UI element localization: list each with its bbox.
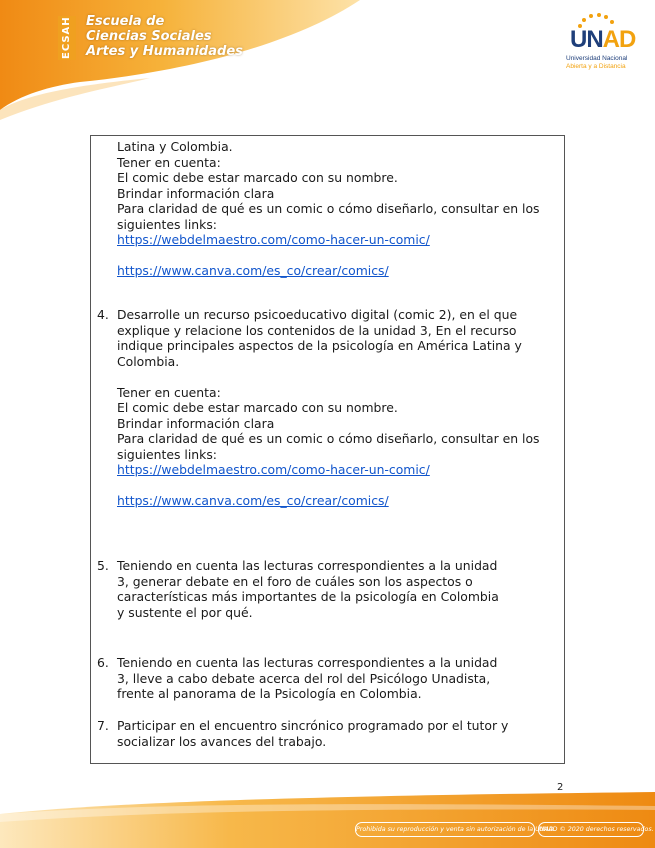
school-name <box>86 14 243 59</box>
text-line: Latina y Colombia. <box>117 139 233 154</box>
text-line: Colombia. <box>117 353 180 369</box>
item-body <box>117 718 553 749</box>
school-line: Ciencias Sociales <box>86 29 212 44</box>
ecsah-badge: ECSAH <box>58 16 76 60</box>
text-line: Desarrolle un recurso psicoeducativo digital (comic 2), en el que <box>117 307 518 322</box>
text-line: Brindar información clara <box>117 185 275 201</box>
text-line: explique y relacione los contenidos de la unidad 3, En el recurso <box>117 322 517 338</box>
text-line: 3, generar debate en el foro de cuáles son los aspectos o <box>117 573 473 589</box>
text-line: características más importantes de la psicología en Colombia <box>117 589 499 604</box>
text-line: El comic debe estar marcado con su nombre. <box>117 400 398 415</box>
text-line: Teniendo en cuenta las lecturas correspondientes a la unidad <box>117 558 498 573</box>
text-line: siguientes links: <box>117 446 217 462</box>
text-line: Participar en el encuentro sincrónico programado por el tutor y <box>117 718 509 733</box>
logo-word-accent: AD <box>602 26 636 53</box>
logo-wordmark <box>570 26 635 54</box>
footer-swoosh <box>0 792 655 848</box>
text-line: siguientes links: <box>117 216 217 232</box>
canva-comics-link[interactable]: https://www.canva.com/es_co/crear/comics/ <box>117 493 389 508</box>
text-line: socializar los avances del trabajo. <box>117 733 327 749</box>
text-line: indique principales aspectos de la psicología en América Latina y <box>117 338 522 353</box>
comic-guide-link[interactable]: https://webdelmaestro.com/como-hacer-un-comic/ <box>117 232 430 247</box>
school-line: Escuela de <box>86 14 165 29</box>
logo-word-main: UN <box>570 26 603 53</box>
text-line: Tener en cuenta: <box>117 154 221 170</box>
item-number: 4. <box>97 307 109 322</box>
comic-guide-link[interactable]: https://webdelmaestro.com/como-hacer-un-comic/ <box>117 462 430 477</box>
text-line: Tener en cuenta: <box>117 384 221 400</box>
text-line: El comic debe estar marcado con su nombre. <box>117 170 398 185</box>
content-box <box>90 135 565 764</box>
logo-subtitle-1: Universidad Nacional <box>566 55 628 62</box>
logo-subtitle-2: Abierta y a Distancia <box>566 63 626 70</box>
text-line: 3, lleve a cabo debate acerca del rol del Psicólogo Unadista, <box>117 670 491 686</box>
rights-notice: UNAD © 2020 derechos reservados. <box>538 822 644 837</box>
item-number: 7. <box>97 718 109 733</box>
text-line: Para claridad de qué es un comic o cómo diseñarlo, consultar en los <box>117 431 540 446</box>
unad-logo <box>560 10 638 84</box>
item-body <box>117 558 553 620</box>
item-body <box>117 655 553 702</box>
text-line: Para claridad de qué es un comic o cómo diseñarlo, consultar en los <box>117 201 540 216</box>
item-number: 6. <box>97 655 109 670</box>
intro-block <box>117 139 565 279</box>
canva-comics-link[interactable]: https://www.canva.com/es_co/crear/comics/ <box>117 263 389 278</box>
text-line: frente al panorama de la Psicología en Colombia. <box>117 686 422 701</box>
text-line: Teniendo en cuenta las lecturas correspondientes a la unidad <box>117 655 498 670</box>
school-line: Artes y Humanidades <box>86 44 243 59</box>
text-line: Brindar información clara <box>117 415 275 431</box>
text-line: y sustente el por qué. <box>117 604 253 620</box>
item-body <box>117 307 553 509</box>
item-number: 5. <box>97 558 109 573</box>
page-number: 2 <box>557 782 564 793</box>
copyright-notice: Prohibida su reproducción y venta sin autorización de la UNAD. <box>355 822 535 837</box>
